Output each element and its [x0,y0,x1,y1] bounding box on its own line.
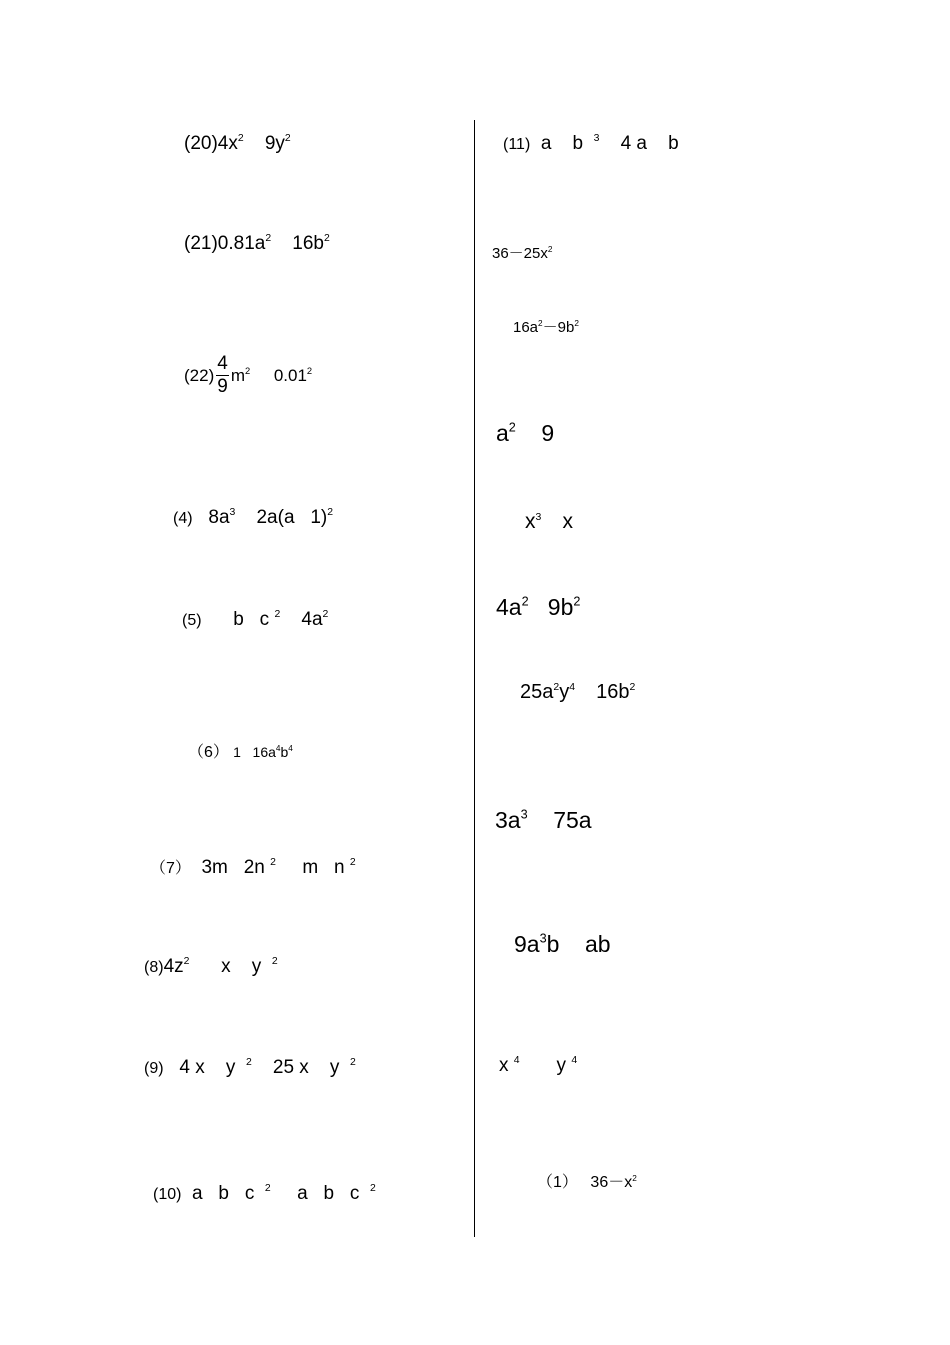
expr-label: (4) [173,510,193,527]
expr-7: （7） 3m 2n $^2$ m n $^2$ [150,857,356,878]
expr-label: (21) [184,233,218,254]
expr-r10: （1） $36-x^2$ [537,1173,637,1191]
expr-r4: $x^3$ x [525,510,573,533]
expr-9: (9) 4 x y $^2$ 25 x y $^2$ [144,1057,356,1078]
expr-r2: $16a^2-9b^2$ [513,318,579,336]
expr-label: (8) [144,959,164,976]
expr-r1: $36-25x^2$ [492,244,553,262]
expr-r6: $25a^2y^4$ $16b^2$ [520,681,636,703]
expr-r5: $4a^2$ $9b^2$ [496,594,581,620]
expr-label: (11) [503,136,531,153]
expr-label: （6） [188,744,229,761]
expr-r3: $a^2$ 9 [496,420,555,446]
expr-11: (11) a b $^3$ 4 a b [503,133,679,154]
column-divider [474,120,475,1237]
expr-r8: $9a^3b$ ab [514,931,611,957]
expr-20: $(20)4x^2$ $9y^2$ [184,133,291,154]
expr-label: （7） [150,860,191,877]
expr-label: (22) [184,366,215,386]
expr-label: (5) [182,612,202,629]
expr-label: （1） [537,1174,578,1191]
expr-4: (4) $8a^3$ 2a(a 1)$^2$ [173,507,334,528]
fraction: $\frac{4}{9}$ [217,353,228,397]
expr-r7: $3a^3$ 75a [495,807,592,833]
expr-label: (9) [144,1060,164,1077]
expr-label: (20) [184,133,218,154]
expr-22: (22) $\frac{4}{9}$ $m^2$ 0.01$^2$ [184,353,313,397]
expr-6: （6） 1 $16a^4b^4$ [188,743,293,761]
expr-21: $(21)0.81a^2$ $16b^2$ [184,233,330,254]
expr-r9: x $^4$ y $^4$ [499,1055,578,1076]
expr-8: $(8)4z^2$ x y $^2$ [144,956,278,977]
expr-10: (10) a b c $^2$ a b c $^2$ [153,1183,376,1204]
expr-5: (5) b c $^2$ $4a^2$ [182,609,329,630]
expr-label: (10) [153,1186,182,1203]
